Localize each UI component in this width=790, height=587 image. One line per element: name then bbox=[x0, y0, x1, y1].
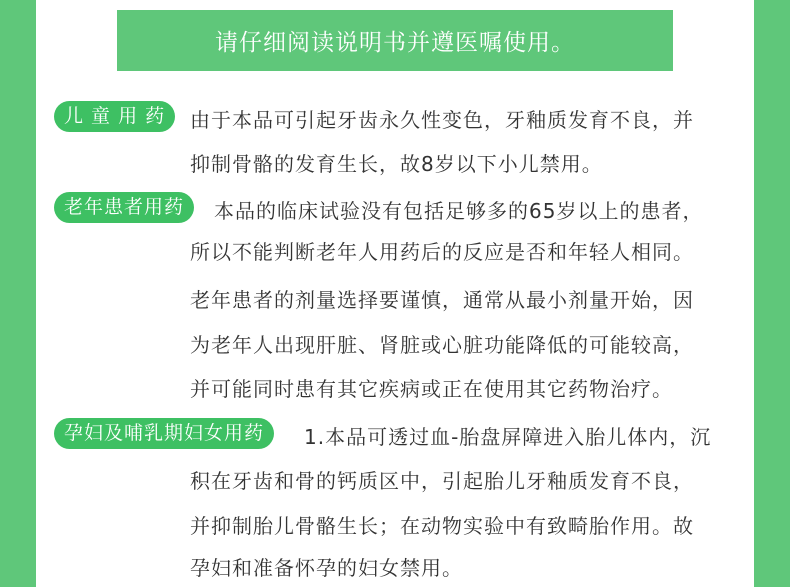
section-tag: 孕妇及哺乳期妇女用药 bbox=[54, 418, 274, 449]
text-line: 为老年人出现肝脏、肾脏或心脏功能降低的可能较高， bbox=[190, 333, 694, 357]
text-line: 并可能同时患有其它疾病或正在使用其它药物治疗。 bbox=[190, 377, 673, 401]
section-tag: 儿 童 用 药 bbox=[54, 101, 175, 132]
text-line: 由于本品可引起牙齿永久性变色，牙釉质发育不良，并 bbox=[190, 108, 694, 132]
text-line: 所以不能判断老年人用药后的反应是否和年轻人相同。 bbox=[190, 240, 694, 264]
text-line: 1.本品可透过血-胎盘屏障进入胎儿体内，沉 bbox=[304, 425, 712, 449]
text-line: 本品的临床试验没有包括足够多的65岁以上的患者， bbox=[214, 199, 704, 223]
section-tag: 老年患者用药 bbox=[54, 192, 194, 223]
text-line: 并抑制胎儿骨骼生长；在动物实验中有致畸胎作用。故 bbox=[190, 514, 694, 538]
text-line: 孕妇和准备怀孕的妇女禁用。 bbox=[190, 556, 463, 580]
instruction-banner: 请仔细阅读说明书并遵医嘱使用。 bbox=[117, 10, 673, 71]
text-line: 老年患者的剂量选择要谨慎，通常从最小剂量开始，因 bbox=[190, 288, 694, 312]
text-line: 抑制骨骼的发育生长，故8岁以下小儿禁用。 bbox=[190, 152, 603, 176]
text-line: 积在牙齿和骨的钙质区中，引起胎儿牙釉质发育不良， bbox=[190, 469, 694, 493]
